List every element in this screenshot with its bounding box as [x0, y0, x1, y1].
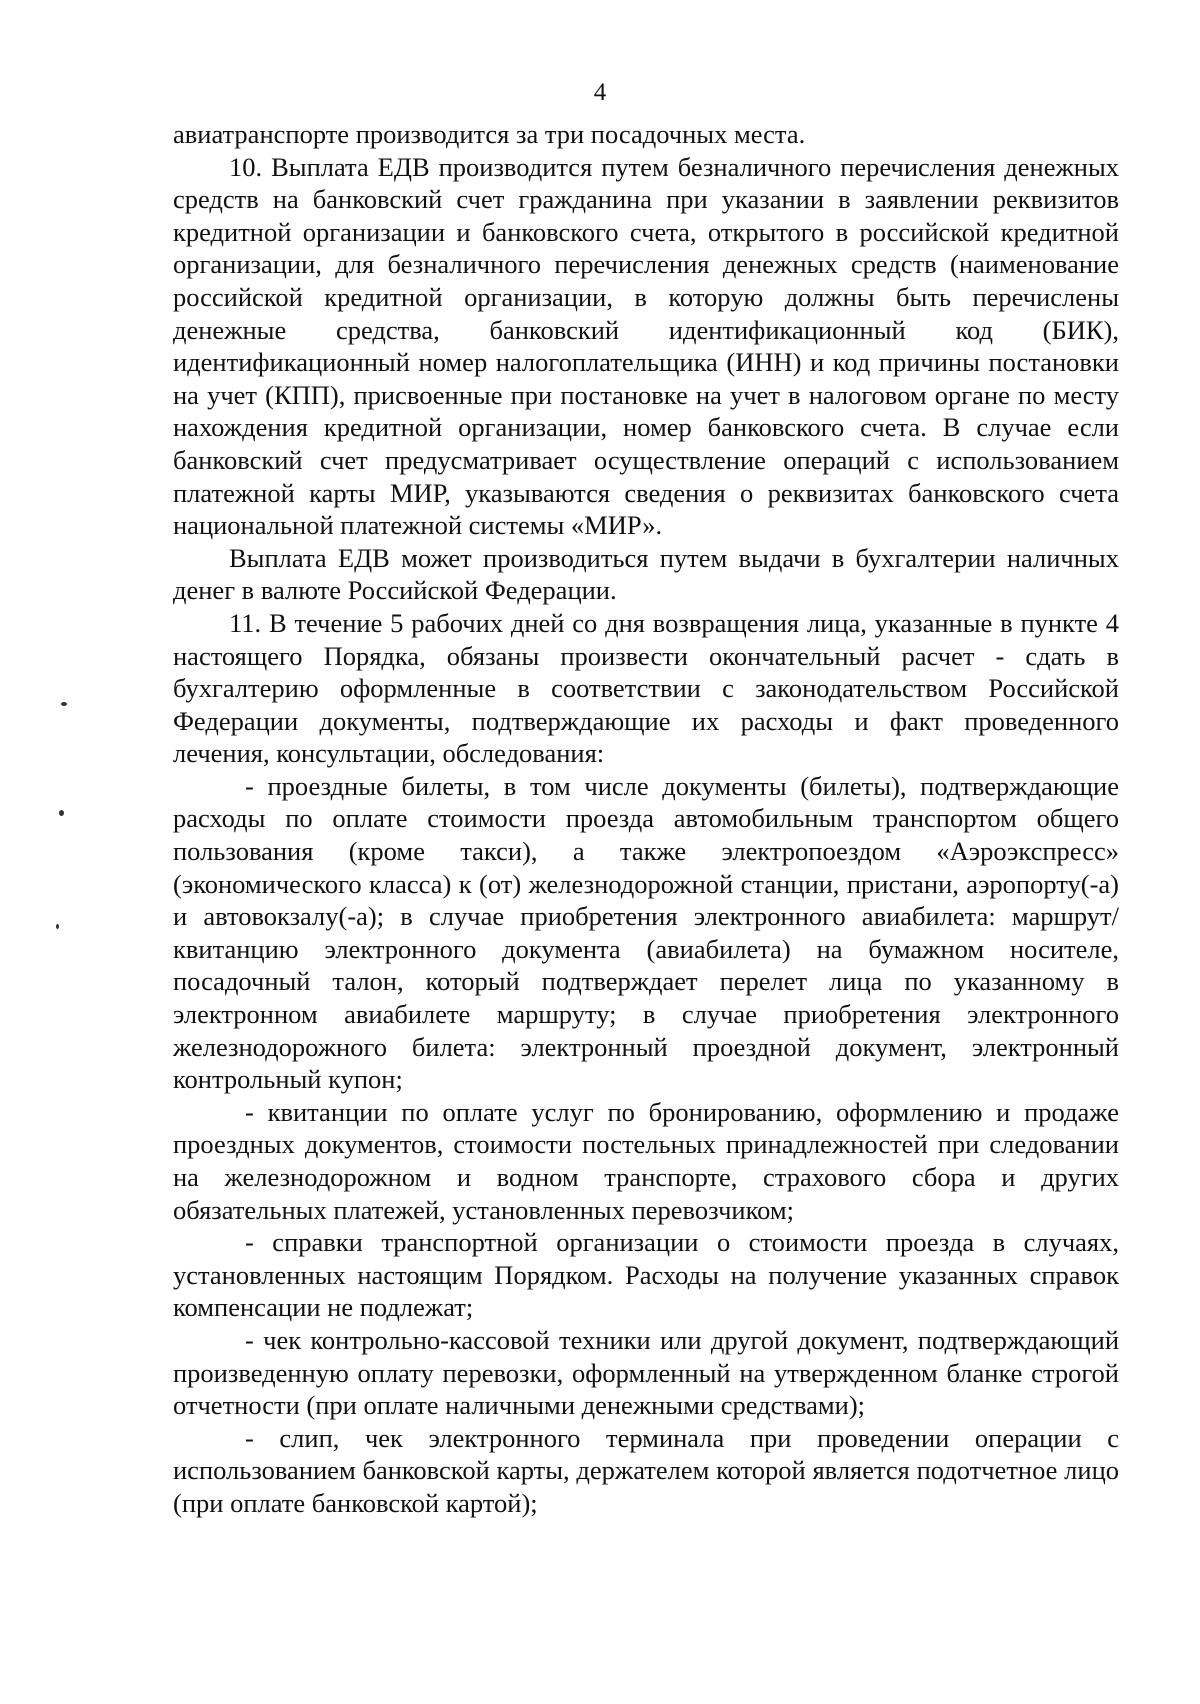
paragraph-cash-payment: Выплата ЕДВ может производиться путем выдачи в бухгалтерии наличных денег в валюте Российской Федерации.	[173, 542, 1119, 606]
list-item-cash-register-check: - чек контрольно-кассовой техники или другой документ, подтверждающий произведенную оплату перевозки, оформленный на утвержденном бланке строгой отчетности (при оплате наличными денежными средствами);	[173, 1324, 1119, 1421]
paragraph-continuation: авиатранспорте производится за три посадочных места.	[173, 119, 806, 149]
page-number: 4	[593, 79, 607, 106]
scan-speck	[61, 702, 67, 706]
list-item-receipts: - квитанции по оплате услуг по бронированию, оформлению и продаже проездных документов, стоимости постельных принадлежностей при следовании на железнодорожном и водном транспорте, страхового сбора и других обязательных платежей, установленных перевозчиком;	[173, 1096, 1119, 1225]
scan-speck	[56, 924, 59, 929]
paragraph-item-10: 10. Выплата ЕДВ производится путем безналичного перечисления денежных средств на банковский счет гражданина при указании в заявлении реквизитов кредитной организации и банковского счета, открытого в российской кредитной организации, для безналичного перечисления денежных средств (наименование российской кредитной организации, в которую должны быть перечислены денежные средства, банковский идентификационный код (БИК), идентификационный номер налогоплательщика (ИНН) и код причины постановки на учет (КПП), присвоенные при постановке на учет в налоговом органе по месту нахождения кредитной организации, номер банковского счета. В случае если банковский счет предусматривает осуществление операций с использованием платежной карты МИР, указываются сведения о реквизитах банковского счета национальной платежной системы «МИР».	[173, 151, 1119, 541]
scan-speck	[59, 810, 64, 816]
list-item-card-slip: - слип, чек электронного терминала при проведении операции с использованием банковской карты, держателем которой является подотчетное лицо (при оплате банковской картой);	[173, 1422, 1119, 1518]
paragraph-item-11: 11. В течение 5 рабочих дней со дня возвращения лица, указанные в пункте 4 настоящего Порядка, обязаны произвести окончательный расчет - сдать в бухгалтерию оформленные в соответствии с законодательством Российской Федерации документы, подтверждающие их расходы и факт проведенного лечения, консультации, обследования:	[173, 607, 1119, 769]
list-item-tickets: - проездные билеты, в том числе документы (билеты), подтверждающие расходы по оплате стоимости проезда автомобильным транспортом общего пользования (кроме такси), а также электропоездом «Аэроэкспресс» (экономического класса) к (от) железнодорожной станции, пристани, аэропорту(-а) и автовокзалу(-а); в случае приобретения электронного авиабилета: маршрут/квитанцию электронного документа (авиабилета) на бумажном носителе, посадочный талон, который подтверждает перелет лица по указанному в электронном авиабилете маршруту; в случае приобретения электронного железнодорожного билета: электронный проездной документ, электронный контрольный купон;	[173, 770, 1119, 1095]
list-item-certificates: - справки транспортной организации о стоимости проезда в случаях, установленных настоящим Порядком. Расходы на получение указанных справок компенсации не подлежат;	[173, 1227, 1119, 1323]
document-body	[173, 118, 1119, 1520]
